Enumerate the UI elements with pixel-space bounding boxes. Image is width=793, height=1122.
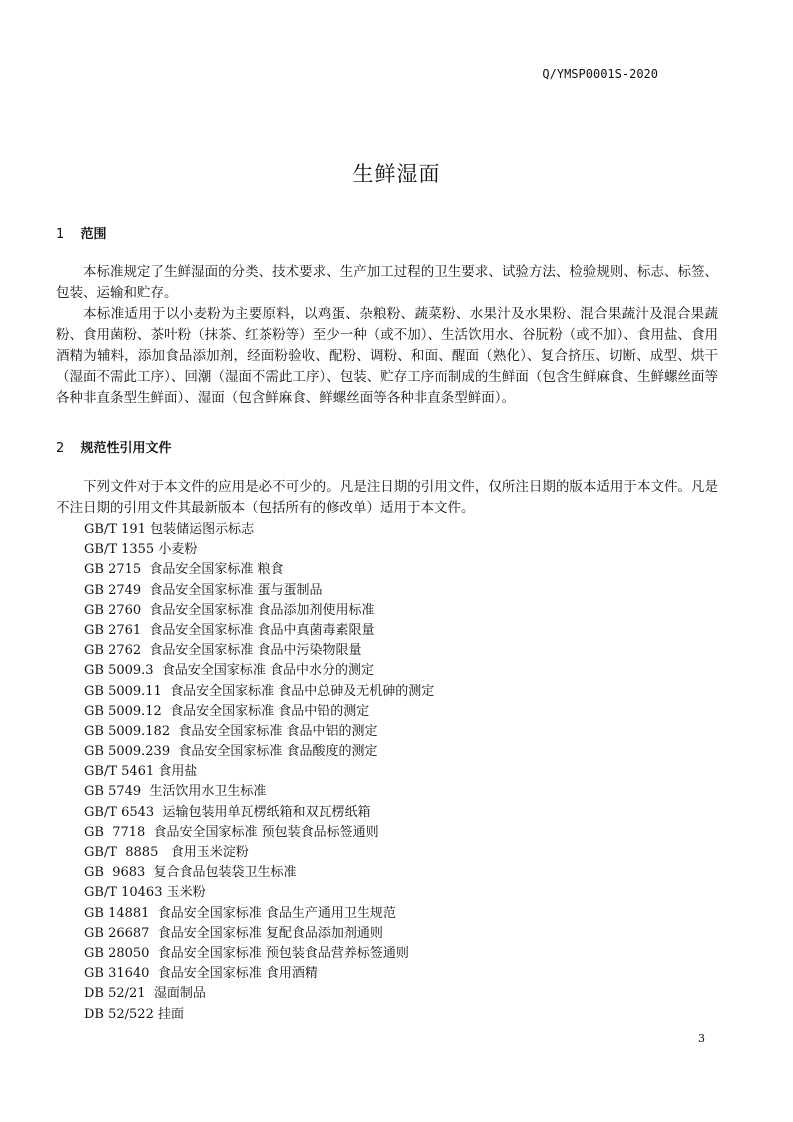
reference-item: GB 28050 食品安全国家标准 预包装食品营养标签通则 (84, 945, 409, 961)
scope-paragraph-2: 本标准适用于以小麦粉为主要原料，以鸡蛋、杂粮粉、蔬菜粉、水果汁及水果粉、混合果蔬汁及混合果蔬粉、食用菌粉、茶叶粉（抹茶、红茶粉等）至少一种（或不加）、生活饮用水、谷朊粉（或不加）、食用盐、食用酒精为辅料，添加食品添加剂，经面粉验收、配粉、调粉、和面、醒面（熟化）、复合挤压、切断、成型、烘干（湿面不需此工序）、回潮（湿面不需此工序）、包装、贮存工序而制成的生鲜面（包含生鲜麻食、生鲜螺丝面等各种非直条型生鲜面）、湿面（包含鲜麻食、鲜螺丝面等各种非直条型鲜面）。 (56, 306, 718, 406)
reference-item: GB/T 6543 运输包装用单瓦楞纸箱和双瓦楞纸箱 (84, 804, 371, 820)
references-intro-paragraph: 下列文件对于本文件的应用是必不可少的。凡是注日期的引用文件，仅所注日期的版本适用于本文件。凡是不注日期的引用文件其最新版本（包括所有的修改单）适用于本文件。 (56, 479, 718, 516)
document-code: Q/YMSP0001S-2020 (542, 67, 658, 81)
section-number: 1 (56, 227, 65, 242)
reference-item: GB 5009.182 食品安全国家标准 食品中铝的测定 (84, 723, 378, 739)
reference-item: DB 52/522 挂面 (84, 1006, 184, 1022)
section-title: 范围 (80, 227, 107, 242)
reference-item: GB/T 1355 小麦粉 (84, 542, 198, 558)
reference-item: GB 2761 食品安全国家标准 食品中真菌毒素限量 (84, 622, 375, 638)
reference-item: GB 9683 复合食品包装袋卫生标准 (84, 865, 297, 881)
section-heading-normative-references (56, 437, 172, 456)
reference-item: GB 31640 食品安全国家标准 食用酒精 (84, 966, 318, 982)
reference-item: GB 5009.11 食品安全国家标准 食品中总砷及无机砷的测定 (84, 683, 435, 699)
reference-item: GB/T 5461 食用盐 (84, 764, 198, 780)
section-heading-scope (56, 223, 107, 242)
reference-item: GB/T 8885 食用玉米淀粉 (84, 845, 249, 860)
reference-item: GB 5009.12 食品安全国家标准 食品中铅的测定 (84, 703, 370, 719)
scope-paragraph-1: 本标准规定了生鲜湿面的分类、技术要求、生产加工过程的卫生要求、试验方法、检验规则、标志、标签、包装、运输和贮存。 (56, 264, 718, 301)
reference-list (84, 520, 724, 1025)
reference-item: GB 2762 食品安全国家标准 食品中污染物限量 (84, 643, 362, 659)
reference-item: GB/T 10463 玉米粉 (84, 885, 206, 901)
reference-item: GB 5749 生活饮用水卫生标准 (84, 784, 267, 800)
document-title: 生鲜湿面 (352, 162, 441, 186)
reference-item: DB 52/21 湿面制品 (84, 986, 206, 1002)
reference-item: GB 2760 食品安全国家标准 食品添加剂使用标准 (84, 602, 375, 618)
section-number: 2 (56, 441, 65, 456)
reference-item: GB 2715 食品安全国家标准 粮食 (84, 562, 284, 578)
reference-item: GB 2749 食品安全国家标准 蛋与蛋制品 (84, 582, 323, 598)
reference-item: GB 26687 食品安全国家标准 复配食品添加剂通则 (84, 925, 383, 941)
section-title: 规范性引用文件 (80, 441, 172, 456)
reference-item: GB/T 191 包装储运图示标志 (84, 522, 255, 537)
reference-item: GB 5009.3 食品安全国家标准 食品中水分的测定 (84, 663, 374, 679)
reference-item: GB 5009.239 食品安全国家标准 食品酸度的测定 (84, 744, 378, 760)
reference-item: GB 14881 食品安全国家标准 食品生产通用卫生规范 (84, 905, 396, 921)
page-number: 3 (698, 1032, 705, 1045)
reference-item: GB 7718 食品安全国家标准 预包装食品标签通则 (84, 824, 379, 840)
